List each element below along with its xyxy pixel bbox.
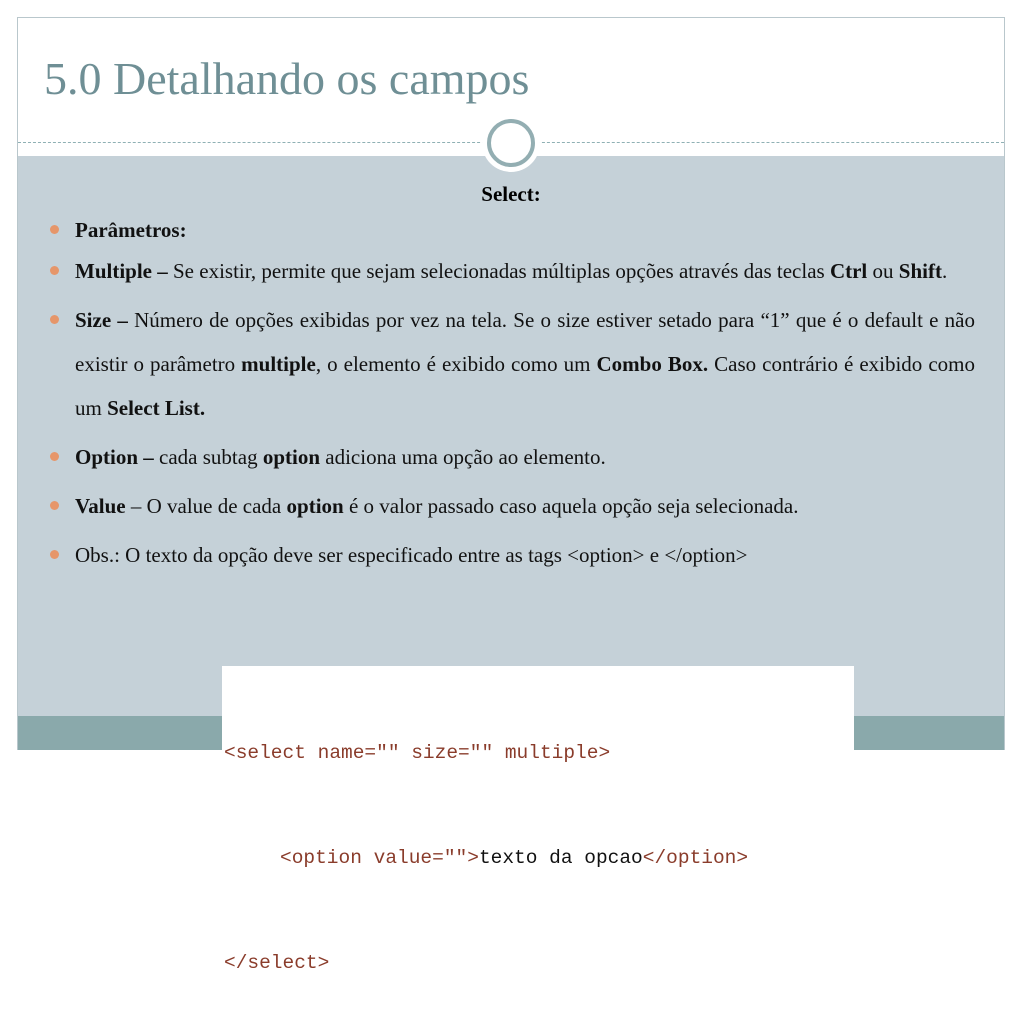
bullet-text: adiciona uma opção ao elemento.	[320, 445, 606, 469]
section-subtitle: Select:	[481, 182, 541, 206]
bullet-bold-text: Select List.	[107, 396, 206, 420]
bullet-bold-text: Size –	[75, 308, 135, 332]
code-line-option	[222, 841, 854, 876]
bullet-text: , o elemento é exibido como um	[315, 352, 597, 376]
bullet-bold-text: Shift	[898, 259, 942, 283]
bullet-text: .	[941, 259, 948, 283]
bullet-text: Obs.: O texto da opção deve ser especificado entre as tags <option> e </option>	[75, 543, 748, 567]
bullet-item	[49, 211, 975, 249]
bullet-bold-text: Combo Box.	[596, 352, 709, 376]
bullet-bold-text: multiple	[241, 352, 316, 376]
bullet-text: Se existir, permite que sejam selecionadas múltiplas opções através das teclas	[173, 259, 830, 283]
bullet-item	[49, 435, 975, 479]
bullet-text: Caso contrário é exibido como um	[75, 352, 975, 420]
bullet-bold-text: option	[262, 445, 321, 469]
bullet-text: ou	[867, 259, 899, 283]
bullet-list	[49, 211, 975, 582]
code-line-select-close: </select>	[224, 952, 330, 974]
bullet-dot-icon	[50, 550, 59, 559]
bullet-text: Número de opções exibidas por vez na tela. Se o size estiver setado para “1” que é o default e não existir o parâmetro	[75, 308, 975, 376]
bullet-dot-icon	[50, 225, 59, 234]
slide-title: 5.0 Detalhando os campos	[44, 53, 530, 104]
bullet-text: é o valor passado caso aquela opção seja selecionada.	[343, 494, 799, 518]
bullet-bold-text: Ctrl	[829, 259, 868, 283]
circle-ornament-icon	[482, 114, 540, 172]
code-option-open-tag: <option value="">	[280, 847, 479, 869]
code-option-text: texto da opcao	[478, 847, 643, 869]
bullet-item	[49, 533, 975, 577]
bullet-dot-icon	[50, 266, 59, 275]
bullet-bold-text: option	[286, 494, 344, 518]
bullet-item	[49, 298, 975, 430]
bullet-dot-icon	[50, 315, 59, 324]
bullet-item	[49, 484, 975, 528]
bullet-item	[49, 249, 975, 293]
bullet-bold-text: Multiple –	[75, 259, 173, 283]
bullet-bold-text: Parâmetros:	[75, 218, 187, 242]
bullet-bold-text: Value	[75, 494, 126, 518]
bullet-text: – O value de cada	[125, 494, 287, 518]
bullet-dot-icon	[50, 452, 59, 461]
code-snippet	[222, 666, 854, 974]
bullet-text: cada subtag	[159, 445, 263, 469]
code-line-select-open: <select name="" size="" multiple>	[224, 742, 611, 764]
code-option-close-tag: </option>	[642, 847, 749, 869]
bullet-dot-icon	[50, 501, 59, 510]
bullet-bold-text: Option –	[75, 445, 160, 469]
